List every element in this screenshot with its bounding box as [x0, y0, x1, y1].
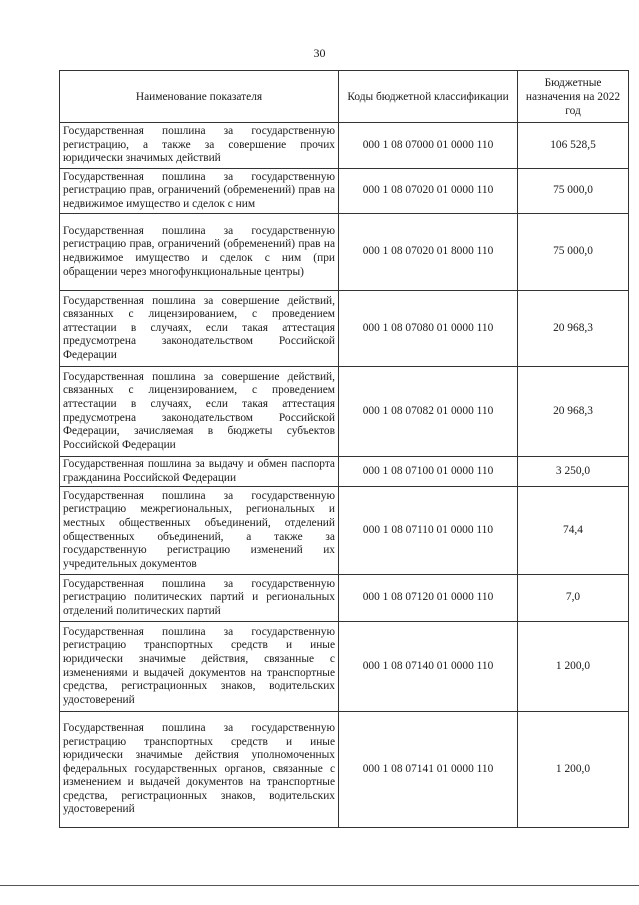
page-number: 30 — [313, 46, 326, 60]
row-name: Государственная пошлина за государственную регистрацию политических партий и региональных отделений политических партий — [60, 575, 339, 622]
budget-table — [59, 70, 629, 828]
row-code: 000 1 08 07100 01 0000 110 — [339, 457, 518, 487]
table-row — [60, 123, 629, 169]
row-amount: 75 000,0 — [518, 214, 629, 291]
row-code: 000 1 08 07082 01 0000 110 — [339, 367, 518, 457]
table-row — [60, 575, 629, 622]
row-code: 000 1 08 07140 01 0000 110 — [339, 622, 518, 712]
row-amount: 75 000,0 — [518, 169, 629, 214]
row-amount: 74,4 — [518, 487, 629, 575]
row-name: Государственная пошлина за выдачу и обмен паспорта гражданина Российской Федерации — [60, 457, 339, 487]
row-name: Государственная пошлина за государственную регистрацию межрегиональных, региональных и местных общественных объединений, отделений общественных объединений, а также за государственную регистрацию изменений их учредительных документов — [60, 487, 339, 575]
column-header-amount: Бюджетные назначения на 2022 год — [518, 71, 629, 123]
column-header-code: Коды бюджетной классификации — [339, 71, 518, 123]
table-row — [60, 457, 629, 487]
table-row — [60, 622, 629, 712]
column-header-name: Наименование показателя — [60, 71, 339, 123]
row-amount: 3 250,0 — [518, 457, 629, 487]
row-name: Государственная пошлина за совершение действий, связанных с лицензированием, с проведением аттестации в случаях, если такая аттестация предусмотрена законодательством Российской Федерации — [60, 291, 339, 367]
row-name: Государственная пошлина за государственную регистрацию транспортных средств и иные юридически значимые действия, связанные с изменениями и выдачей документов на транспортные средства, регистрационных знаков, водительских удостоверений — [60, 622, 339, 712]
footer-divider — [0, 885, 639, 886]
table-row — [60, 367, 629, 457]
row-amount: 1 200,0 — [518, 622, 629, 712]
table-header-row — [60, 71, 629, 123]
row-name: Государственная пошлина за государственную регистрацию прав, ограничений (обременений) прав на недвижимое имущество и сделок с ним (при обращении через многофункциональные центры) — [60, 214, 339, 291]
row-code: 000 1 08 07110 01 0000 110 — [339, 487, 518, 575]
row-code: 000 1 08 07080 01 0000 110 — [339, 291, 518, 367]
row-name: Государственная пошлина за государственную регистрацию прав, ограничений (обременений) прав на недвижимое имущество и сделок с ним — [60, 169, 339, 214]
table-row — [60, 214, 629, 291]
table-row — [60, 169, 629, 214]
table-row — [60, 487, 629, 575]
row-name: Государственная пошлина за государственную регистрацию, а также за совершение прочих юридически значимых действий — [60, 123, 339, 169]
row-code: 000 1 08 07141 01 0000 110 — [339, 712, 518, 828]
row-code: 000 1 08 07120 01 0000 110 — [339, 575, 518, 622]
row-code: 000 1 08 07020 01 8000 110 — [339, 214, 518, 291]
row-name: Государственная пошлина за совершение действий, связанных с лицензированием, с проведением аттестации в случаях, если такая аттестация предусмотрена законодательством Российской Федерации, зачисляемая в бюджеты субъектов Российской Федерации — [60, 367, 339, 457]
row-amount: 20 968,3 — [518, 367, 629, 457]
row-amount: 20 968,3 — [518, 291, 629, 367]
row-amount: 1 200,0 — [518, 712, 629, 828]
row-code: 000 1 08 07020 01 0000 110 — [339, 169, 518, 214]
row-amount: 7,0 — [518, 575, 629, 622]
row-name: Государственная пошлина за государственную регистрацию транспортных средств и иные юридически значимые действия уполномоченных федеральных государственных органов, связанные с изменением и выдачей документов на транспортные средства, регистрационных знаков, водительских удостоверений — [60, 712, 339, 828]
table-row — [60, 712, 629, 828]
row-code: 000 1 08 07000 01 0000 110 — [339, 123, 518, 169]
row-amount: 106 528,5 — [518, 123, 629, 169]
table-row — [60, 291, 629, 367]
